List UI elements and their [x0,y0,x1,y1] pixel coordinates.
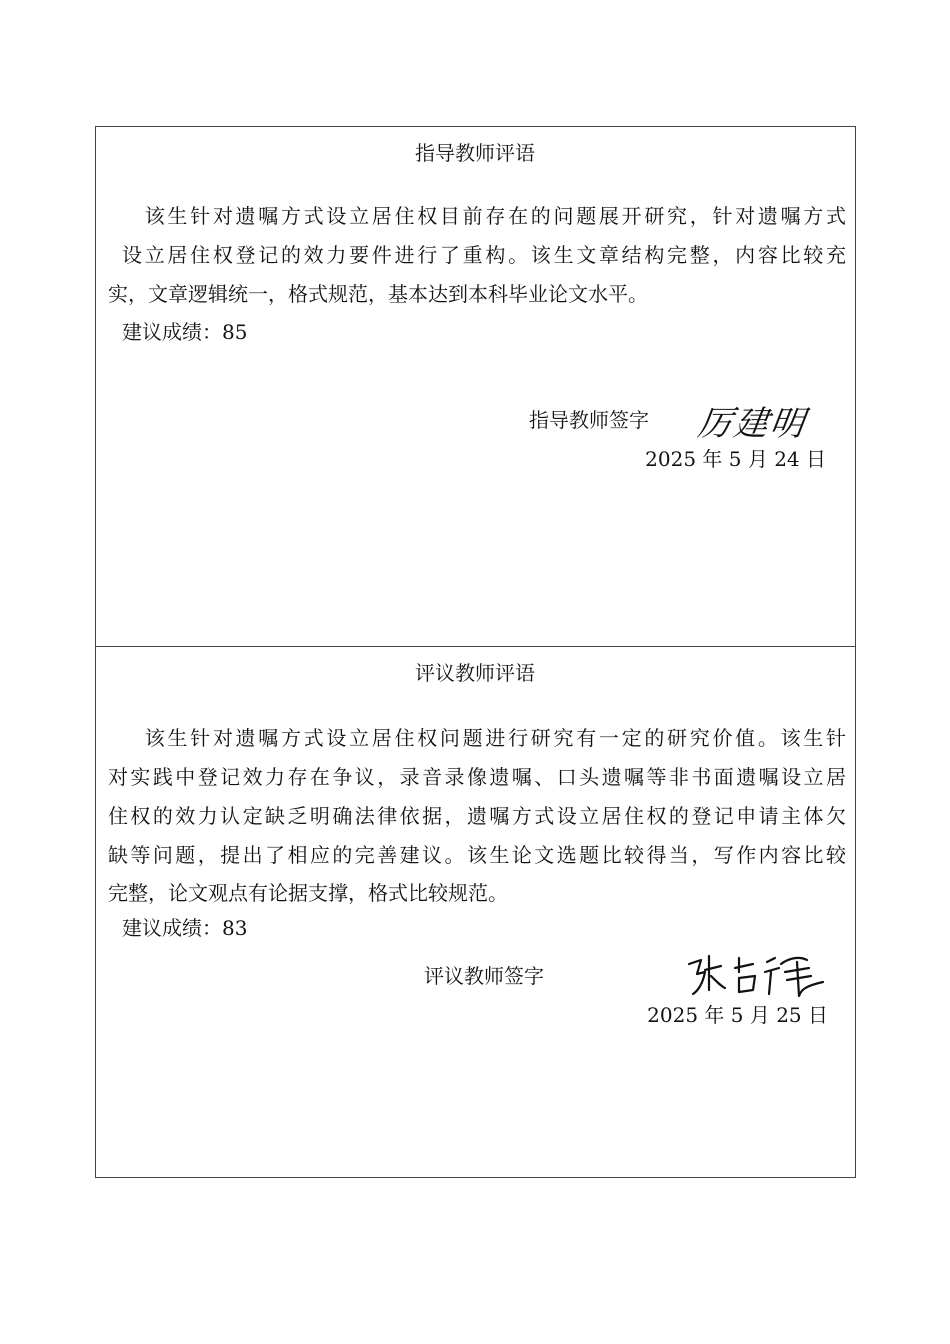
advisor-comment-line: 实，文章逻辑统一，格式规范，基本达到本科毕业论文水平。 [108,282,648,306]
grade-value: 83 [222,916,248,940]
section-divider [95,646,855,647]
advisor-comment-line: 设立居住权登记的效力要件进行了重构。该生文章结构完整，内容比较充 [122,243,846,267]
reviewer-signature [683,950,833,1000]
reviewer-date: 2025 年 5 月 25 日 [647,1003,828,1027]
advisor-date: 2025 年 5 月 24 日 [645,447,826,471]
reviewer-comment-line: 缺等问题，提出了相应的完善建议。该生论文选题比较得当，写作内容比较 [108,843,846,867]
reviewer-signature-label: 评议教师签字 [424,964,544,988]
grade-label: 建议成绩： [122,916,222,940]
reviewer-section-title: 评议教师评语 [415,661,535,685]
reviewer-comment-line: 住权的效力认定缺乏明确法律依据，遗嘱方式设立居住权的登记申请主体欠 [108,804,846,828]
reviewer-comment-line: 该生针对遗嘱方式设立居住权问题进行研究有一定的研究价值。该生针 [122,726,846,750]
advisor-comment-line: 该生针对遗嘱方式设立居住权目前存在的问题展开研究，针对遗嘱方式 [122,204,846,228]
grade-label: 建议成绩： [122,320,222,344]
advisor-signature-label: 指导教师签字 [529,408,649,432]
advisor-signature: 厉建明 [695,404,809,444]
advisor-section-title: 指导教师评语 [415,141,535,165]
reviewer-comment-line: 对实践中登记效力存在争议，录音录像遗嘱、口头遗嘱等非书面遗嘱设立居 [108,765,846,789]
reviewer-comment-line: 完整，论文观点有论据支撑，格式比较规范。 [108,881,508,905]
reviewer-grade [122,916,247,940]
grade-value: 85 [222,320,248,344]
advisor-grade [122,320,247,344]
